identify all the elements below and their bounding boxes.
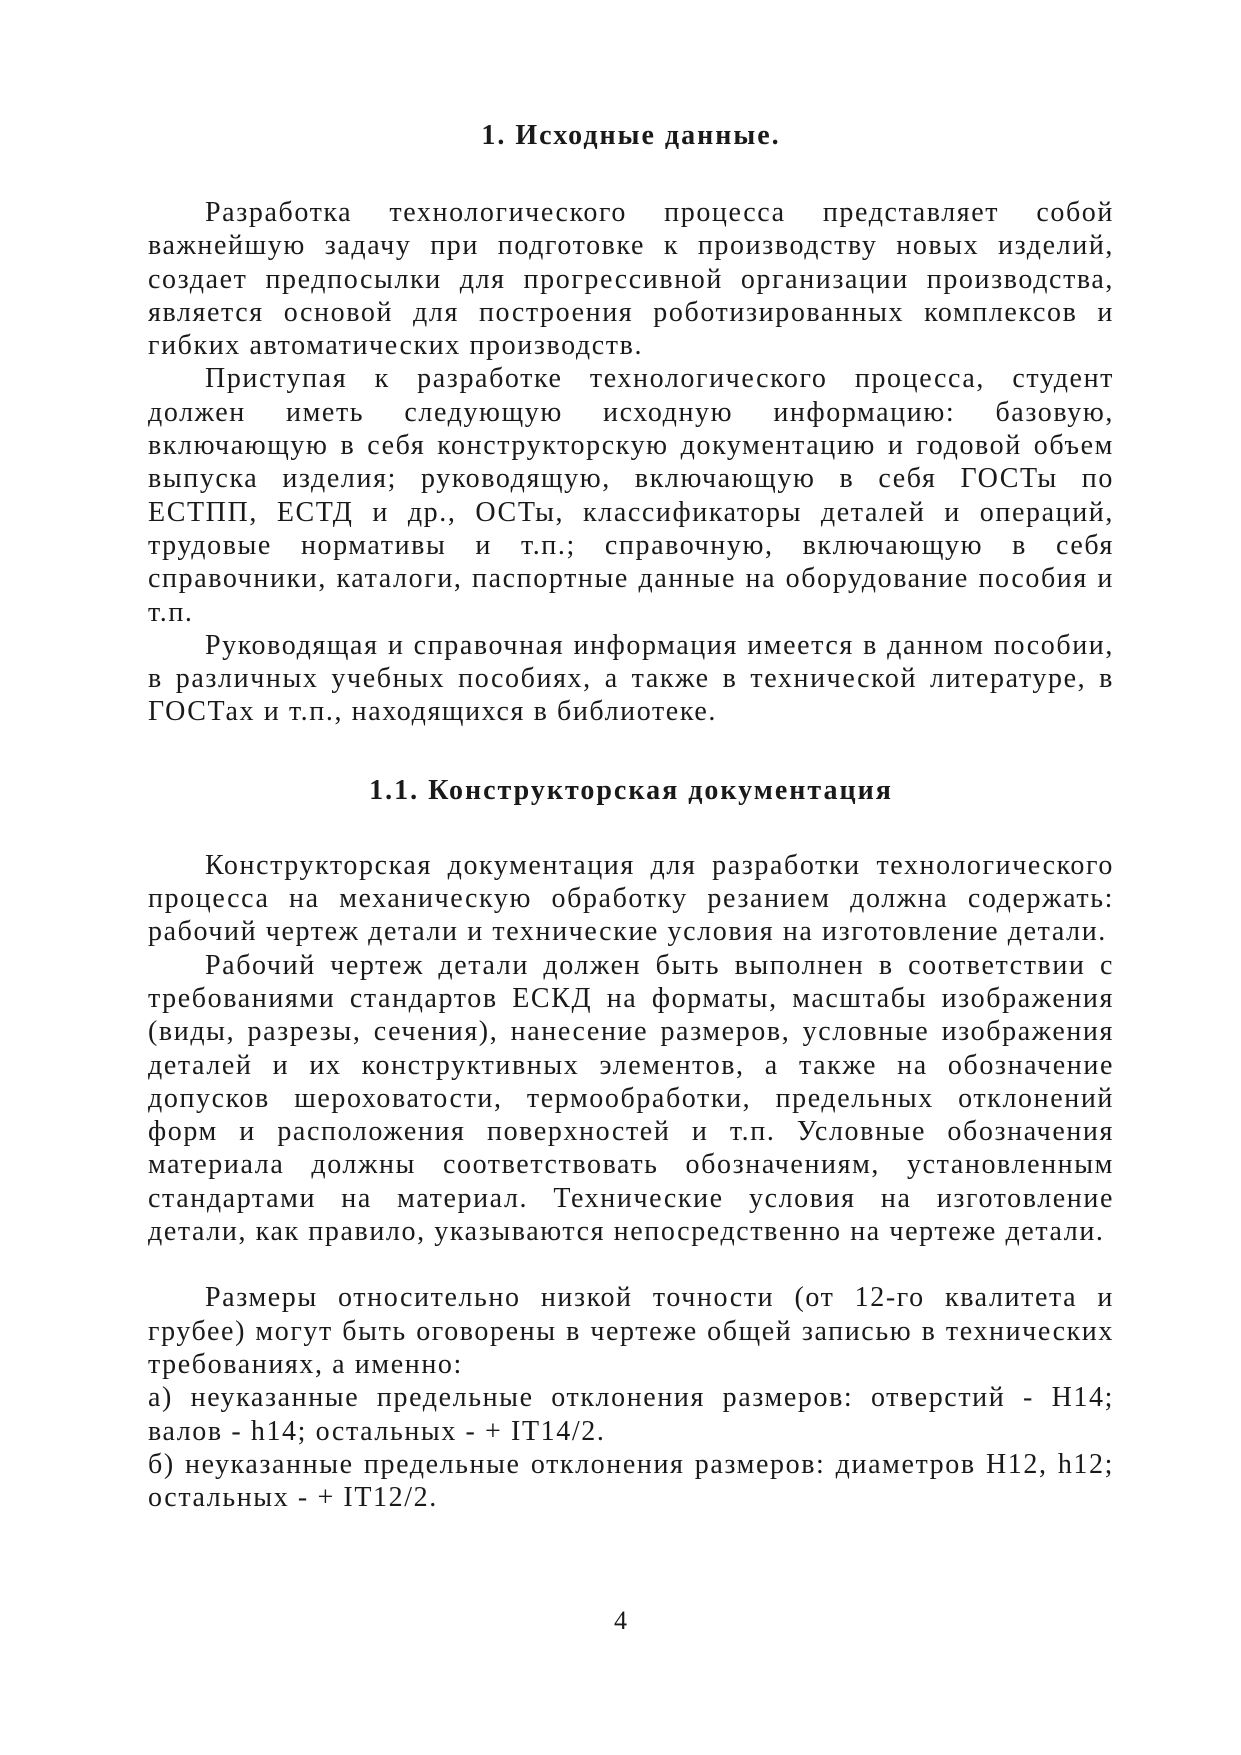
list-item: б) неуказанные предельные отклонения размеров: диаметров Н12, h12; остальных - + IT12/2. [148, 1448, 1114, 1514]
subsection-title: 1.1. Конструкторская документация [369, 774, 893, 806]
paragraph: Приступая к разработке технологического процесса, студент должен иметь следующую исходную информацию: базовую, включающую в себя конструкторскую документацию и годовой объем выпуска изделия; руководящую, включающую в себя ГОСТы по ЕСТПП, ЕСТД и др., ОСТы, классификаторы деталей и операций, трудовые нормативы и т.п.; справочную, включающую в себя справочники, каталоги, паспортные данные на оборудование пособия и т.п. [148, 363, 1114, 628]
section-title: 1. Исходные данные. [481, 120, 781, 151]
document-page [148, 110, 1114, 1514]
paragraph: Руководящая и справочная информация имеется в данном пособии, в различных учебных пособиях, а также в технической литературе, в ГОСТах и т.п., находящихся в библиотеке. [148, 629, 1114, 728]
paragraph: Размеры относительно низкой точности (от 12-го квалитета и грубее) могут быть оговорены в чертеже общей записью в технических требованиях, а именно: [148, 1282, 1114, 1380]
paragraph: Рабочий чертеж детали должен быть выполнен в соответствии с требованиями стандартов ЕСКД на форматы, масштабы изображения (виды, разрезы, сечения), нанесение размеров, условные изображения деталей и их конструктивных элементов, а также на обозначение допусков шероховатости, термообработки, предельных отклонений форм и расположения поверхностей и т.п. Условные обозначения материала должны соответствовать обозначениям, установленным стандартами на материал. Технические условия на изготовление детали, как правило, указываются непосредственно на чертеже детали. [148, 949, 1114, 1248]
list-item: а) неуказанные предельные отклонения размеров: отверстий - Н14; валов - h14; остальных - + IT14/2. [148, 1382, 1114, 1447]
paragraph: Конструкторская документация для разработки технологического процесса на механическую обработку резанием должна содержать: рабочий чертеж детали и технические условия на изготовление детали. [148, 849, 1114, 948]
paragraph: Разработка технологического процесса представляет собой важнейшую задачу при подготовке к производству новых изделий, создает предпосылки для прогрессивной организации производства, является основой для построения роботизированных комплексов и гибких автоматических производств. [148, 197, 1114, 362]
page-number: 4 [614, 1606, 627, 1635]
